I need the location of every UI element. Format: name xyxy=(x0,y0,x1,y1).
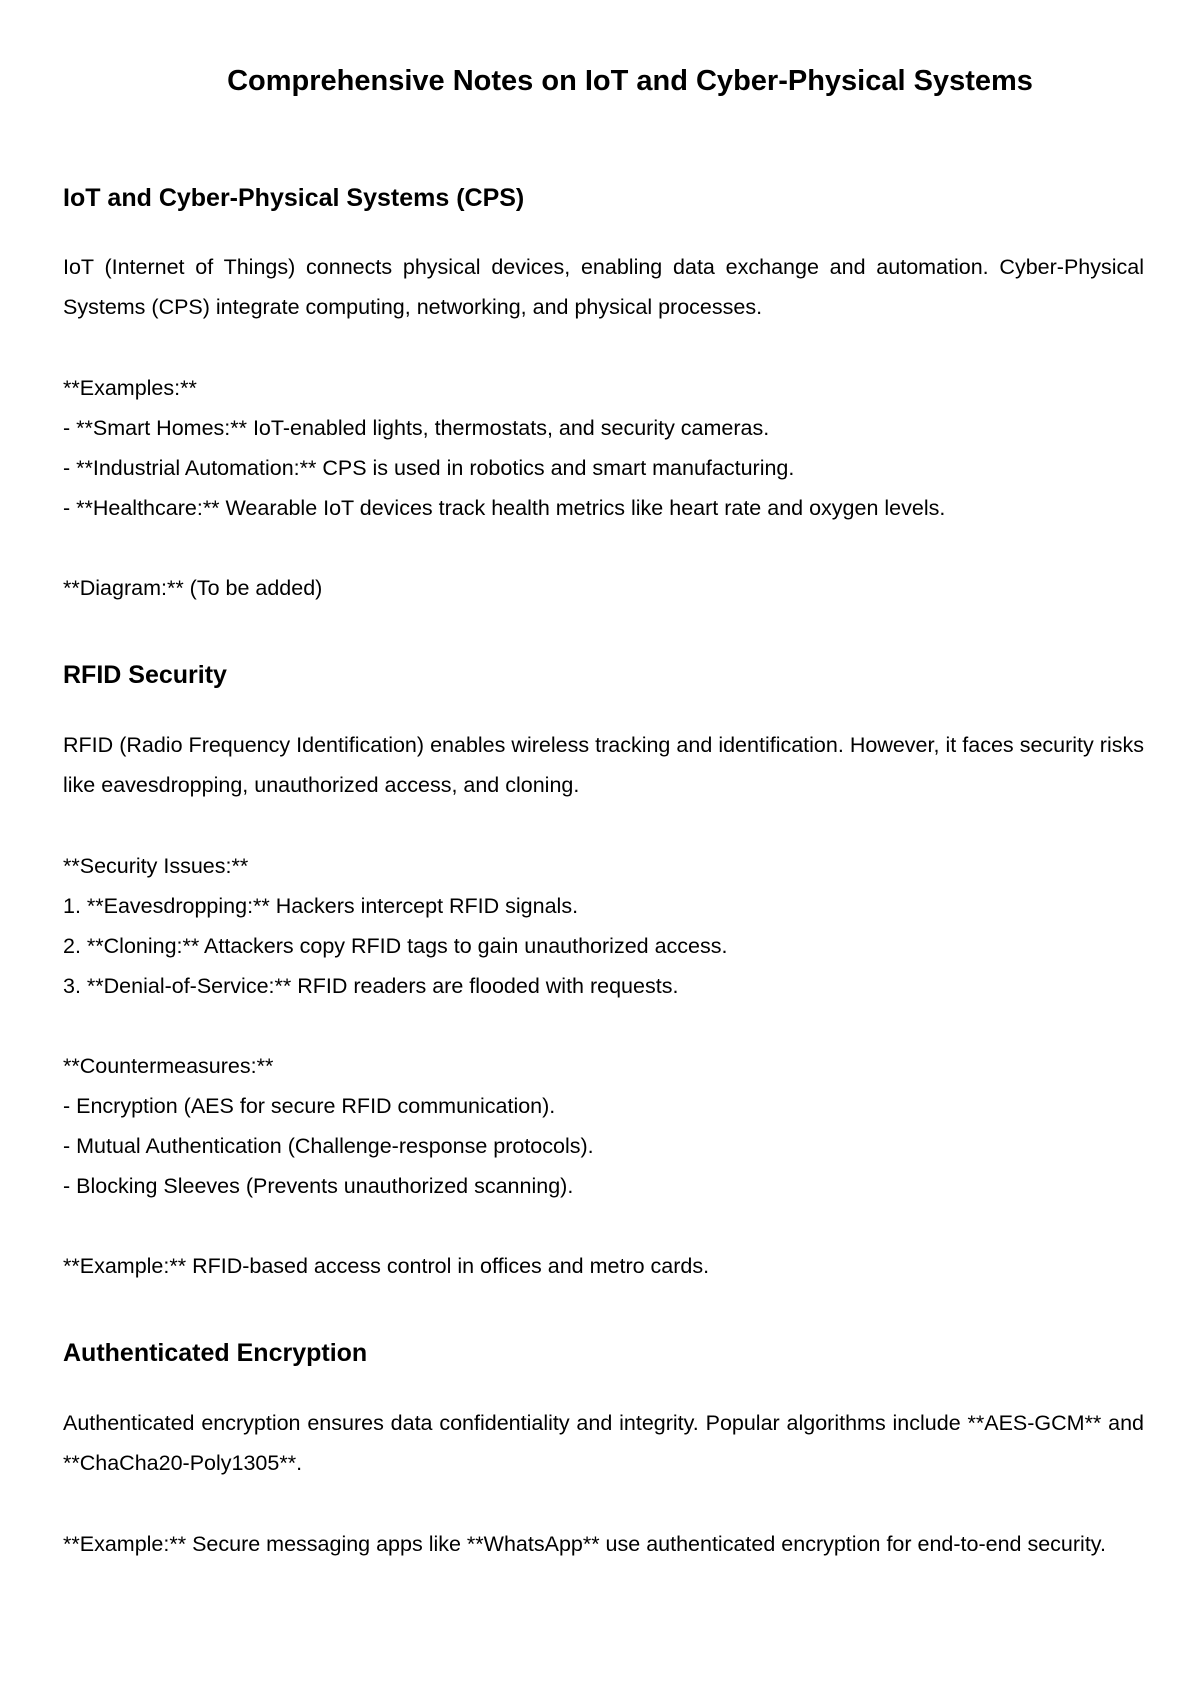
document-title: Comprehensive Notes on IoT and Cyber-Physical Systems xyxy=(227,65,1033,97)
list-item: - **Smart Homes:** IoT-enabled lights, thermostats, and security cameras. xyxy=(63,416,770,440)
security-issues-label: **Security Issues:** xyxy=(63,854,249,878)
paragraph-rfid-intro: RFID (Radio Frequency Identification) enables wireless tracking and identification. However, it faces security risks like eavesdropping, unauthorized access, and cloning. xyxy=(63,733,1144,797)
list-item: - **Industrial Automation:** CPS is used in robotics and smart manufacturing. xyxy=(63,456,795,480)
list-item: - Blocking Sleeves (Prevents unauthorized scanning). xyxy=(63,1174,574,1198)
section-heading-rfid: RFID Security xyxy=(63,661,227,689)
paragraph-iot-cps-intro: IoT (Internet of Things) connects physical devices, enabling data exchange and automation. Cyber-Physical Systems (CPS) integrate computing, networking, and physical processes. xyxy=(63,255,1144,319)
rfid-example: **Example:** RFID-based access control in offices and metro cards. xyxy=(63,1254,710,1278)
paragraph-authenticated-encryption-intro: Authenticated encryption ensures data confidentiality and integrity. Popular algorithms include **AES-GCM** and **ChaCha20-Poly1305**. xyxy=(63,1411,1144,1475)
section-heading-authenticated-encryption: Authenticated Encryption xyxy=(63,1339,368,1367)
section-heading-iot-cps: IoT and Cyber-Physical Systems (CPS) xyxy=(63,184,525,212)
examples-label: **Examples:** xyxy=(63,376,197,400)
authenticated-encryption-example: **Example:** Secure messaging apps like **WhatsApp** use authenticated encryption for end-to-end security. xyxy=(63,1532,1106,1556)
list-item: - Encryption (AES for secure RFID communication). xyxy=(63,1094,556,1118)
diagram-note: **Diagram:** (To be added) xyxy=(63,576,323,600)
list-item: - **Healthcare:** Wearable IoT devices track health metrics like heart rate and oxygen levels. xyxy=(63,496,946,520)
list-item: 3. **Denial-of-Service:** RFID readers are flooded with requests. xyxy=(63,974,679,998)
list-item: - Mutual Authentication (Challenge-response protocols). xyxy=(63,1134,594,1158)
list-item: 1. **Eavesdropping:** Hackers intercept RFID signals. xyxy=(63,894,579,918)
countermeasures-label: **Countermeasures:** xyxy=(63,1054,274,1078)
list-item: 2. **Cloning:** Attackers copy RFID tags to gain unauthorized access. xyxy=(63,934,728,958)
